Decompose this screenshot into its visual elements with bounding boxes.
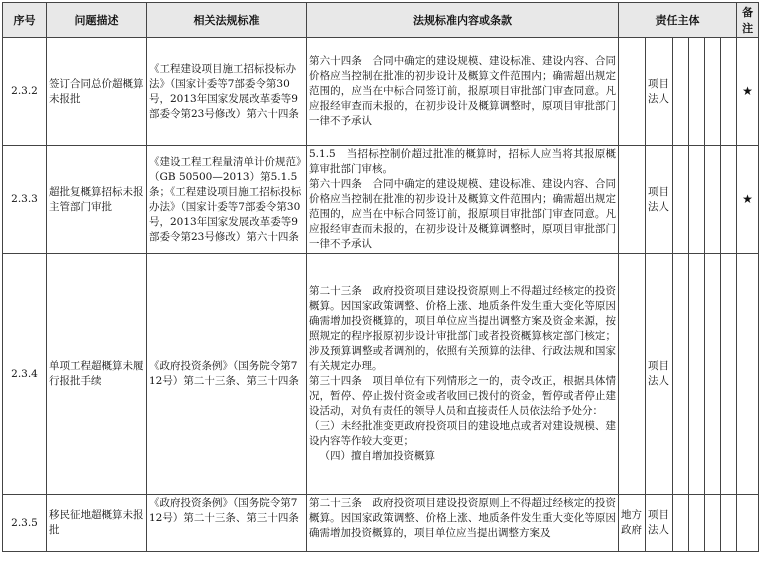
content-paragraph: 第二十三条 政府投资项目建设投资原则上不得超过经核定的投资概算。因国家政策调整、价格上涨、地质条件发生重大变化等原因确需增加投资概算的，项目单位应当提出调整方案及: [309, 497, 616, 539]
content-paragraph: 第三十四条 项目单位有下列情形之一的，责令改正，根据具体情况，暂停、停止拨付资金或者收回已拨付的资金，暂停或者停止建设活动，对负有责任的领导人员和直接责任人员依法给予处分：: [309, 375, 616, 417]
row-problem: 单项工程超概算未履行报批手续: [47, 254, 147, 495]
star-icon: ★: [737, 146, 759, 254]
entity-cell: [689, 38, 705, 146]
row-problem: 签订合同总价超概算未报批: [47, 38, 147, 146]
row-standard: 《政府投资条例》（国务院令第712号）第二十三条、第三十四条: [147, 254, 307, 495]
entity-cell: [689, 254, 705, 495]
row-standard: 《建设工程工程量清单计价规范》（GB 50500—2013）第5.1.5条；《工程建设项目施工招标投标办法》（国家计委等7部委令第30号，2013年国家发展改革委等9部委令第23号修改）第六十四条: [147, 146, 307, 254]
entity-cell: [619, 38, 646, 146]
row-content: [307, 38, 619, 146]
table-row: [3, 495, 759, 552]
content-paragraph: （三）未经批准变更政府投资项目的建设地点或者对建设规模、建设内容等作较大变更；: [309, 420, 616, 447]
content-paragraph: 第六十四条 合同中确定的建设规模、建设标准、建设内容、合同价格应当控制在批准的初步设计及概算文件范围内；确需超出规定范围的，应当在中标合同签订前，报原项目审批部门审查同意。凡应报经审查而未报的，在初步设计及概算调整时，原项目审批部门一律不予承认: [309, 55, 616, 127]
row-standard: [147, 495, 307, 552]
header-remark: 备注: [737, 3, 759, 38]
row-seq: 2.3.4: [3, 254, 47, 495]
row-content: [307, 146, 619, 254]
entity-cell: [721, 254, 737, 495]
standard-text: 《政府投资条例》（国务院令第712号）第二十三条、第三十四条: [149, 497, 299, 524]
row-seq: 2.3.2: [3, 38, 47, 146]
entity-cell: 地方政府: [619, 495, 646, 552]
entity-cell: [721, 495, 737, 552]
header-seq: 序号: [3, 3, 47, 38]
entity-cell: [705, 38, 721, 146]
table-row: [3, 146, 759, 254]
header-content: 法规标准内容或条款: [307, 3, 619, 38]
content-paragraph: 第二十三条 政府投资项目建设投资原则上不得超过经核定的投资概算。因国家政策调整、价格上涨、地质条件发生重大变化等原因确需增加投资概算的，项目单位应当提出调整方案及资金来源，按照规定的程序报原初步设计审批部门或者投资概算核定部门核定；涉及预算调整或者调剂的，依照有关预算的法律、行政法规和国家有关规定办理。: [309, 285, 616, 372]
row-problem: 移民征地超概算未报批: [47, 495, 147, 552]
content-paragraph: 第六十四条 合同中确定的建设规模、建设标准、建设内容、合同价格应当控制在批准的初步设计及概算文件范围内；确需超出规定范围的，应当在中标合同签订前，报原项目审批部门审查同意。凡应报经审查而未报的，在初步设计及概算调整时，原项目审批部门一律不予承认: [309, 178, 616, 250]
entity-cell: [619, 254, 646, 495]
regulation-table: [2, 2, 759, 552]
entity-cell: [721, 38, 737, 146]
entity-cell: 项目法人: [646, 495, 673, 552]
entity-cell: [673, 146, 689, 254]
entity-cell: [673, 495, 689, 552]
header-problem: 问题描述: [47, 3, 147, 38]
entity-cell: [705, 146, 721, 254]
row-problem: 超批复概算招标未报主管部门审批: [47, 146, 147, 254]
remark-cell: [737, 254, 759, 495]
entity-cell: [689, 146, 705, 254]
table-row: [3, 38, 759, 146]
entity-cell: [721, 146, 737, 254]
row-content: [307, 495, 619, 552]
entity-cell: [673, 38, 689, 146]
row-content: [307, 254, 619, 495]
content-paragraph: （四）擅自增加投资概算: [319, 450, 435, 462]
content-paragraph: 5.1.5 当招标控制价超过批准的概算时，招标人应当将其报原概算审批部门审核。: [309, 148, 616, 175]
star-icon: ★: [737, 38, 759, 146]
entity-cell: [619, 146, 646, 254]
entity-cell: [705, 254, 721, 495]
remark-cell: [737, 495, 759, 552]
entity-cell: [673, 254, 689, 495]
entity-cell: 项目法人: [646, 38, 673, 146]
entity-cell: [705, 495, 721, 552]
row-seq: 2.3.5: [3, 495, 47, 552]
row-standard: 《工程建设项目施工招标投标办法》（国家计委等7部委令第30号，2013年国家发展改革委等9部委令第23号修改）第六十四条: [147, 38, 307, 146]
header-entity: 责任主体: [619, 3, 737, 38]
header-row: [3, 3, 759, 38]
table-row: [3, 254, 759, 495]
entity-cell: 项目法人: [646, 254, 673, 495]
entity-cell: [689, 495, 705, 552]
row-seq: 2.3.3: [3, 146, 47, 254]
header-standard: 相关法规标准: [147, 3, 307, 38]
entity-cell: 项目法人: [646, 146, 673, 254]
